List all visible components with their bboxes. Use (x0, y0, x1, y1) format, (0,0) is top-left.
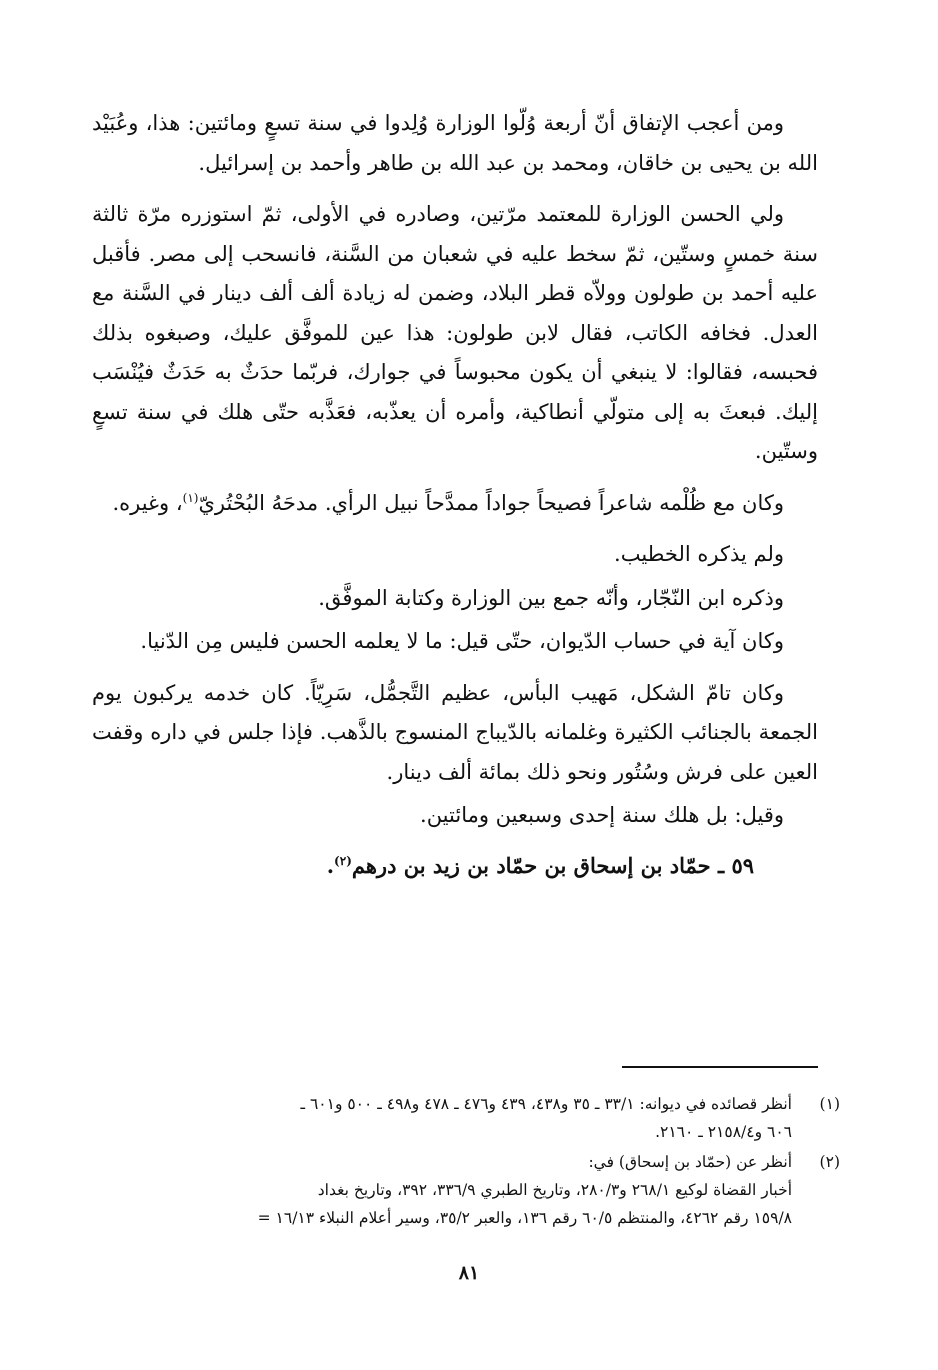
footnote-ref-1[interactable]: (١) (182, 490, 199, 505)
paragraph-3-tail: ، وغيره. (112, 490, 183, 515)
page-number: ٨١ (458, 1262, 480, 1284)
footnote-number: (٢) (819, 1153, 840, 1171)
footnotes (100, 1090, 840, 1234)
footnote-line: ١٥٩/٨ رقم ٤٢٦٢، والمنتظم ٦٠/٥ رقم ١٣٦، والعبر ٣٥/٢، وسير أعلام النبلاء ١٦/١٣ = (257, 1209, 792, 1227)
paragraph-6: وكان آية في حساب الدّيوان، حتّى قيل: ما لا يعلمه الحسن فليس مِن الدّنيا. (140, 629, 784, 653)
paragraph-8: وقيل: بل هلك سنة إحدى وسبعين ومائتين. (420, 803, 784, 827)
footnote-1 (100, 1090, 840, 1146)
footnote-ref-2[interactable]: (٢) (334, 853, 352, 868)
paragraph-3 (92, 484, 818, 524)
footnote-2 (100, 1148, 840, 1232)
paragraph-2: ولي الحسن الوزارة للمعتمد مرّتين، وصادره في الأولى، ثمّ استوزره مرّة ثالثة سنة خمسٍ وستّين، ثمّ سخط عليه في شعبان من السَّنة، فانسحب إلى مصر. فأقبل عليه أحمد بن طولون وولاّه قطر البلاد، وضمن له زيادة ألف ألف دينار في السَّنة مع العدل. فخافه الكاتب، فقال لابن طولون: هذا عين للموفَّق عليك، وصبغوه بذلك فحبسه، فقالوا: لا ينبغي أن يكون محبوساً في جوارك، فربّما حدَثٌ به حَدَثٌ فيُنْسَب إليك. فبعثَ به إلى متولّي أنطاكية، وأمره أن يعذّبه، فعَذَّبه حتّى هلك في سنة تسعٍ وستّين. (92, 202, 818, 463)
entry-heading-tail: . (326, 852, 335, 878)
footnote-divider (622, 1066, 818, 1068)
footnote-body (100, 1148, 792, 1232)
paragraph-3-text: وكان مع ظُلْمه شاعراً فصيحاً جواداً ممدَّحاً نبيل الرأي. مدحَهُ البُحْتُريّ (198, 490, 784, 515)
footnote-body (100, 1090, 792, 1146)
paragraph-7: وكان تامّ الشكل، مَهيب البأس، عظيم التَّجمُّل، سَرِيّاً. كان خدمه يركبون يوم الجمعة بالجنائب الكثيرة وغلمانه بالدّيباج المنسوج بالذَّهب. فإذا جلس في داره وقفت العين على فرش وسُتُور ونحو ذلك بمائة ألف دينار. (92, 680, 818, 784)
footnote-line: ٦٠٦ و٢١٥٨/٤ ـ ٢١٦٠. (655, 1123, 792, 1141)
paragraph-5: وذكره ابن النّجّار، وأنّه جمع بين الوزارة وكتابة الموفَّق. (318, 585, 784, 610)
main-text (92, 104, 818, 885)
entry-heading (92, 846, 818, 886)
entry-heading-text: ٥٩ ـ حمّاد بن إسحاق بن حمّاد بن زيد بن درهم (351, 852, 754, 878)
footnote-number: (١) (819, 1095, 840, 1113)
paragraph-4: ولم يذكره الخطيب. (614, 542, 784, 566)
footnote-line: أنظر قصائده في ديوانه: ٣٣/١ ـ ٣٥ و٤٣٨، ٤٣٩ و٤٧٦ ـ ٤٧٨ و٤٩٨ ـ ٥٠٠ و٦٠١ ـ (300, 1095, 792, 1113)
footnote-line: أخبار القضاة لوكيع ٢٦٨/١ و٢٨٠/٣، وتاريخ الطبري ٣٣٦/٩، ٣٩٢، وتاريخ بغداد (317, 1181, 792, 1199)
footnote-line: أنظر عن (حمّاد بن إسحاق) في: (588, 1153, 792, 1171)
paragraph-1: ومن أعجب الإتفاق أنّ أربعة وُلّوا الوزارة وُلِدوا في سنة تسعٍ ومائتين: هذا، وعُبَيْد الله بن يحيى بن خاقان، ومحمد بن عبد الله بن طاهر وأحمد بن إسرائيل. (92, 111, 818, 175)
